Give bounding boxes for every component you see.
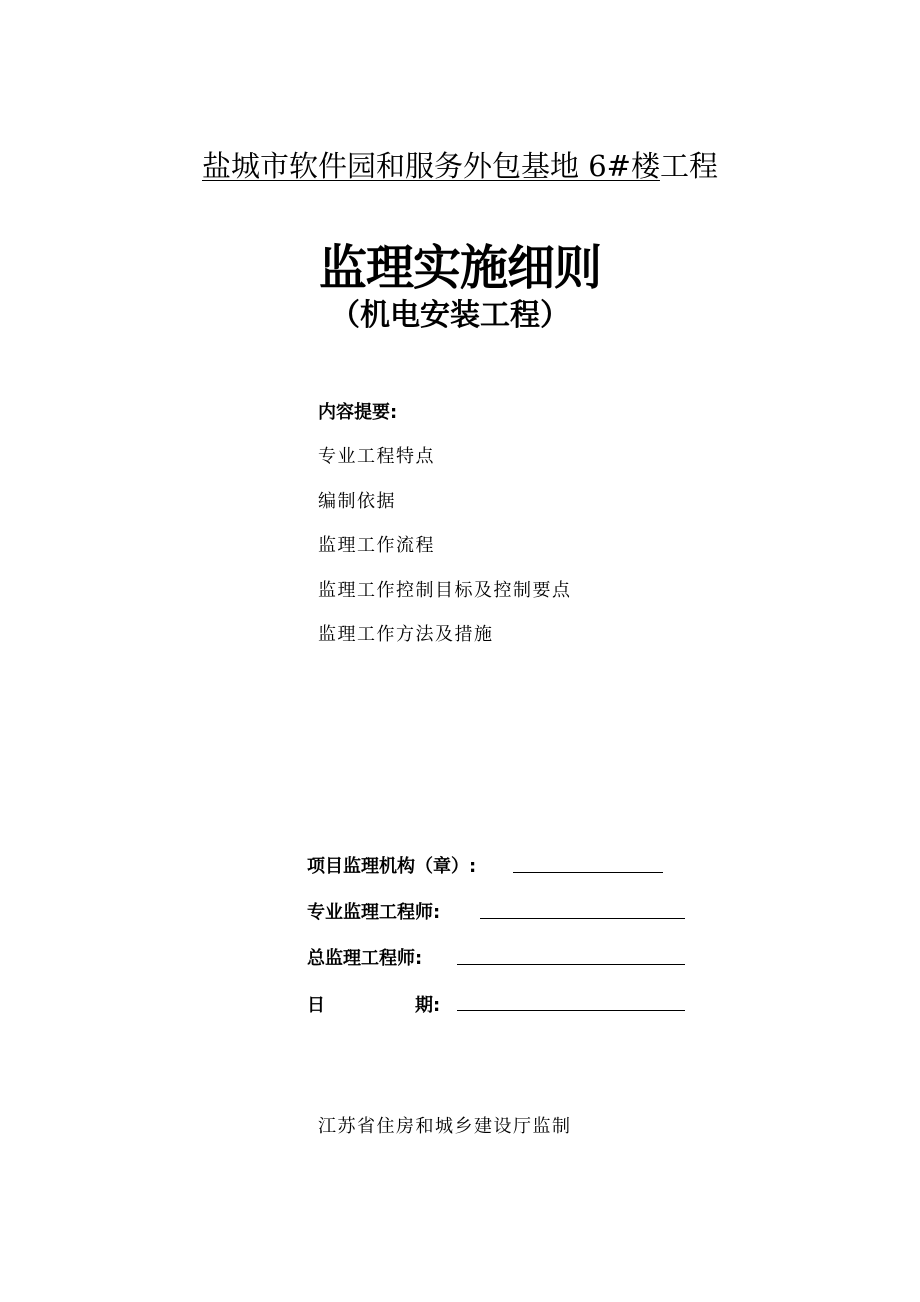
summary-item: 监理工作控制目标及控制要点 bbox=[318, 579, 572, 601]
content-summary bbox=[318, 396, 738, 663]
summary-item: 监理工作方法及措施 bbox=[318, 624, 494, 645]
signature-block bbox=[307, 842, 707, 1026]
specialist-engineer-row bbox=[307, 888, 707, 934]
specialist-engineer-label: 专业监理工程师: bbox=[307, 902, 441, 923]
project-title bbox=[0, 144, 920, 188]
date-row bbox=[307, 980, 707, 1026]
issuer-footer: 江苏省住房和城乡建设厅监制 bbox=[318, 1116, 572, 1137]
chief-engineer-row bbox=[307, 934, 707, 980]
specialist-engineer-line bbox=[480, 918, 685, 919]
date-line bbox=[457, 1010, 685, 1011]
date-label-char-2: 期: bbox=[415, 995, 441, 1016]
document-subtitle: （机电安装工程） bbox=[330, 298, 570, 333]
org-seal-line bbox=[513, 872, 663, 873]
summary-item: 编制依据 bbox=[318, 490, 396, 512]
org-seal-row bbox=[307, 842, 707, 888]
date-label-char-1: 日 bbox=[307, 995, 325, 1016]
project-name: 盐城市软件园和服务外包基地 6#楼 bbox=[202, 149, 660, 183]
summary-heading: 内容提要: bbox=[318, 402, 398, 423]
document-title: 监理实施细则 bbox=[318, 240, 601, 296]
org-seal-label: 项目监理机构（章）: bbox=[307, 856, 477, 877]
summary-item: 专业工程特点 bbox=[318, 446, 435, 467]
chief-engineer-label: 总监理工程师: bbox=[307, 948, 423, 969]
summary-item: 监理工作流程 bbox=[318, 535, 435, 556]
chief-engineer-line bbox=[457, 964, 685, 965]
project-suffix: 工程 bbox=[659, 149, 718, 183]
